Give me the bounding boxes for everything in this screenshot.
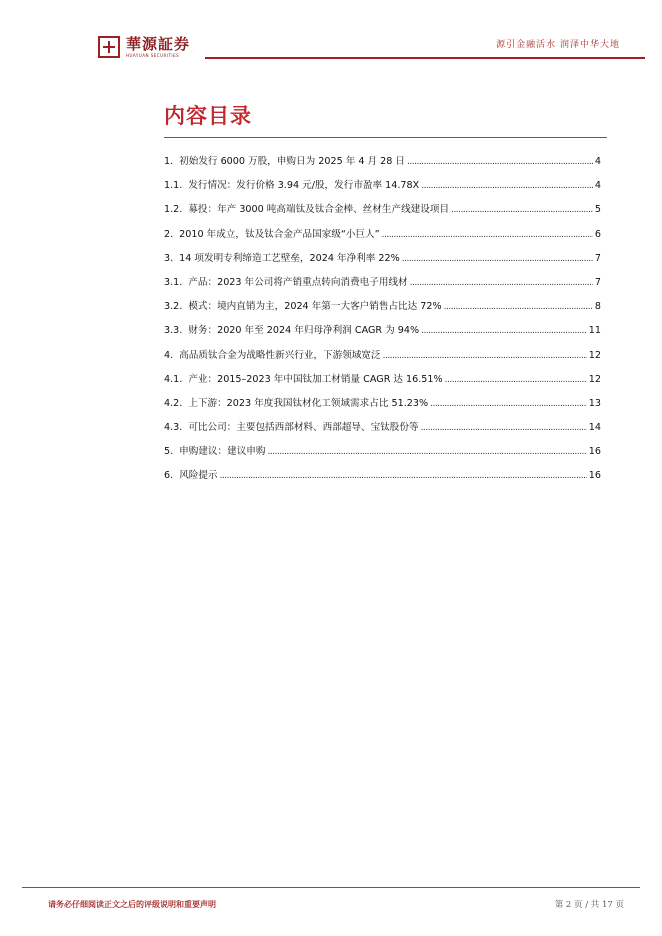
- toc-entry-text: 申购建议：建议申购: [179, 446, 266, 458]
- toc-leader-dots: [268, 447, 587, 457]
- toc-entry-number: 3.2.: [164, 301, 183, 313]
- toc-entry[interactable]: [164, 153, 601, 177]
- toc-entry[interactable]: [164, 201, 601, 225]
- toc-leader-dots: [383, 351, 587, 361]
- toc-entry[interactable]: [164, 419, 601, 443]
- page-header: [0, 0, 662, 70]
- toc-entry-page: 14: [588, 422, 601, 434]
- toc-entry-page: 6: [594, 228, 601, 240]
- toc-entry[interactable]: [164, 250, 601, 274]
- toc-entry-text: 高品质钛合金为战略性新兴行业，下游领域宽泛: [179, 349, 381, 361]
- toc-entry-page: 4: [594, 156, 601, 167]
- toc-entry-page: 16: [588, 446, 601, 458]
- toc-entry-text: 模式：境内直销为主，2024 年第一大客户销售占比达 72%: [188, 301, 442, 313]
- toc-entry[interactable]: [164, 371, 601, 395]
- toc-entry-page: 7: [594, 276, 601, 288]
- header-slogan: 源引金融活水 润泽中华大地: [496, 40, 620, 50]
- seal-icon: [98, 36, 120, 58]
- toc-entry-number: 3.: [164, 252, 174, 264]
- toc-entry-number: 4.: [164, 349, 174, 361]
- toc-entry[interactable]: [164, 298, 601, 322]
- toc-entry-page: 7: [594, 252, 601, 264]
- toc-title-divider: [164, 137, 607, 138]
- company-logo: [98, 36, 190, 58]
- toc-entry-text: 发行情况：发行价格 3.94 元/股，发行市盈率 14.78X: [188, 180, 420, 192]
- footer-divider: [22, 887, 640, 888]
- toc-entry-text: 财务：2020 年至 2024 年归母净利润 CAGR 为 94%: [188, 325, 420, 337]
- toc-entry[interactable]: [164, 322, 601, 346]
- toc-leader-dots: [410, 278, 593, 288]
- toc-entry-number: 2.: [164, 228, 174, 240]
- toc-leader-dots: [421, 326, 587, 336]
- toc-leader-dots: [220, 471, 587, 481]
- toc-leader-dots: [407, 157, 593, 167]
- toc-leader-dots: [445, 375, 587, 385]
- toc-entry-text: 产品：2023 年公司将产销重点转向消费电子用线材: [188, 276, 408, 288]
- toc-entry-number: 1.2.: [164, 204, 183, 216]
- toc-entry[interactable]: [164, 177, 601, 201]
- toc-entry[interactable]: [164, 443, 601, 467]
- toc-entry-text: 初始发行 6000 万股，申购日为 2025 年 4 月 28 日: [179, 156, 406, 167]
- toc-entry-number: 5.: [164, 446, 174, 458]
- toc-entry-text: 风险提示: [179, 470, 218, 482]
- toc-leader-dots: [421, 423, 587, 433]
- toc-entry-text: 14 项发明专利缔造工艺壁垒，2024 年净利率 22%: [179, 252, 400, 264]
- toc-entry-number: 4.1.: [164, 373, 183, 385]
- toc-entry-page: 5: [594, 204, 601, 216]
- toc-entry[interactable]: [164, 274, 601, 298]
- toc-entry-number: 4.3.: [164, 422, 183, 434]
- page-number: 第 2 页 / 共 17 页: [554, 900, 624, 910]
- toc-leader-dots: [444, 302, 593, 312]
- toc-entry-number: 4.2.: [164, 397, 183, 409]
- toc-entry-number: 3.3.: [164, 325, 183, 337]
- toc-entry-page: 12: [588, 349, 601, 361]
- logo-subtext: HUAYUAN SECURITIES: [126, 52, 180, 58]
- toc-entry-text: 上下游：2023 年度我国钛材化工领域需求占比 51.23%: [188, 397, 429, 409]
- toc-entry-number: 3.1.: [164, 276, 183, 288]
- header-divider: [205, 57, 645, 59]
- toc-leader-dots: [421, 181, 593, 191]
- toc-entry-number: 6.: [164, 470, 174, 482]
- logo-name: 華源証券: [126, 34, 191, 53]
- toc-entry-page: 13: [588, 397, 601, 409]
- toc-leader-dots: [382, 230, 593, 240]
- toc-title: 内容目录: [164, 104, 252, 128]
- toc-entry-number: 1.1.: [164, 180, 183, 192]
- toc-leader-dots: [451, 205, 593, 215]
- toc-entry[interactable]: [164, 226, 601, 250]
- toc-entry-number: 1.: [164, 156, 174, 167]
- toc-entry-text: 2010 年成立，钛及钛合金产品国家级“小巨人”: [179, 228, 380, 240]
- toc-entry[interactable]: [164, 467, 601, 491]
- toc-entry-page: 4: [594, 180, 601, 192]
- toc-entry-page: 8: [594, 301, 601, 313]
- toc-leader-dots: [430, 399, 587, 409]
- toc-leader-dots: [402, 254, 593, 264]
- toc-entry[interactable]: [164, 347, 601, 371]
- toc-entry-text: 募投：年产 3000 吨高端钛及钛合金棒、丝材生产线建设项目: [188, 204, 450, 216]
- toc-entry-text: 产业：2015–2023 年中国钛加工材销量 CAGR 达 16.51%: [188, 373, 443, 385]
- table-of-contents: [164, 153, 601, 492]
- toc-entry-page: 11: [588, 325, 601, 337]
- toc-entry-page: 12: [588, 373, 601, 385]
- footer-disclaimer: 请务必仔细阅读正文之后的评级说明和重要声明: [48, 900, 216, 909]
- toc-entry-page: 16: [588, 470, 601, 482]
- toc-entry[interactable]: [164, 395, 601, 419]
- toc-entry-text: 可比公司：主要包括西部材料、西部超导、宝钛股份等: [188, 422, 419, 434]
